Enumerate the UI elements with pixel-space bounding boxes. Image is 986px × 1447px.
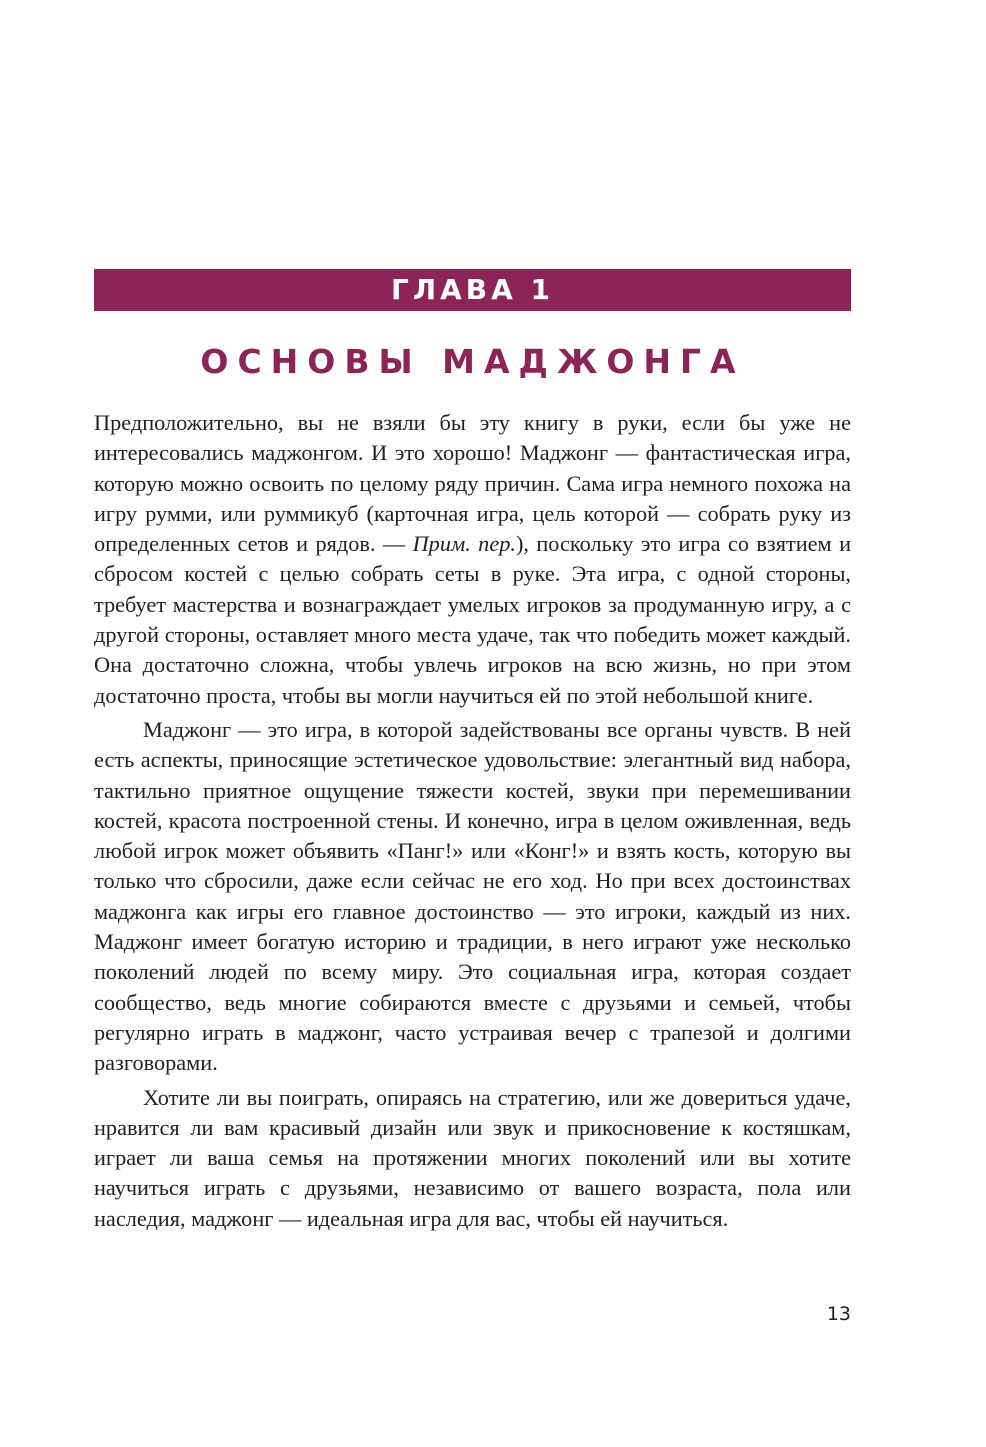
body-text (94, 408, 851, 1234)
paragraph-2: Маджонг — это игра, в которой задействованы все органы чувств. В ней есть аспекты, приносящие эстетическое удовольствие: элегантный вид набора, тактильно приятное ощущение тяжести костей, звуки при перемешивании костей, красота построенной стены. И конечно, игра в целом оживленная, ведь любой игрок может объявить «Панг!» или «Конг!» и взять кость, которую вы только что сбросили, даже если сейчас не его ход. Но при всех достоинствах маджонга как игры его главное достоинство — это игроки, каждый из них. Маджонг имеет богатую историю и традиции, в него играют уже несколько поколений людей по всему миру. Это социальная игра, которая создает сообщество, ведь многие собираются вместе с друзьями и семьей, чтобы регулярно играть в маджонг, часто устраивая вечер с трапезой и долгими разговорами. (94, 716, 851, 1076)
translator-note: Прим. пер. (412, 531, 516, 557)
paragraph-1 (94, 408, 851, 711)
chapter-title: ОСНОВЫ МАДЖОНГА (200, 342, 745, 381)
chapter-label: ГЛАВА 1 (390, 273, 554, 306)
paragraph-1-continuation: ), поскольку это игра со взятием и сбросом костей с целью собрать сеты в руке. Эта игра, с одной стороны, требует мастерства и вознаграждает умелых игроков за продуманную игру, а с другой стороны, оставляет много места удаче, так что победить может каждый. Она достаточно сложна, чтобы увлечь игроков на всю жизнь, но при этом достаточно проста, чтобы вы могли научиться ей по этой небольшой книге. (94, 531, 851, 708)
page-number: 13 (826, 1303, 851, 1325)
paragraph-3: Хотите ли вы поиграть, опираясь на стратегию, или же довериться удаче, нравится ли вам красивый дизайн или звук и прикосновение к костяшкам, играет ли ваша семья на протяжении многих поколений или вы хотите научиться играть с друзьями, независимо от вашего возраста, пола или наследия, маджонг — идеальная игра для вас, чтобы ей научиться. (94, 1084, 851, 1231)
chapter-banner (94, 269, 851, 311)
paragraph-1-text: Предположительно, вы не взяли бы эту книгу в руки, если бы уже не интересовались маджонгом. И это хорошо! Маджонг — фантастическая игра, которую можно освоить по целому ряду причин. Сама игра немного похожа на игру румми, или руммикуб (карточная игра, цель которой — собрать руку из определенных сетов и рядов. — (94, 410, 851, 557)
